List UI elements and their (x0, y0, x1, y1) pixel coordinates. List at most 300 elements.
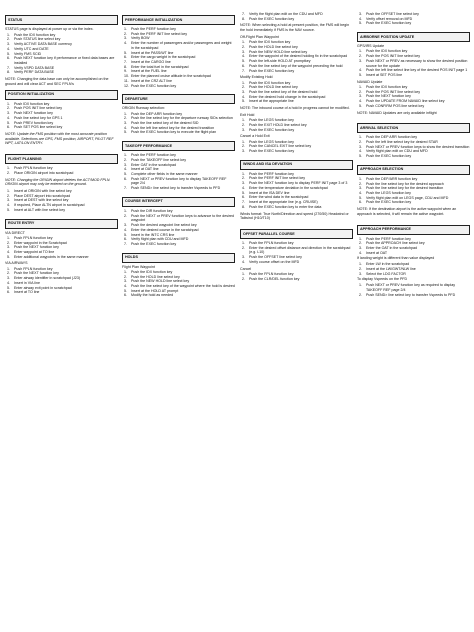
step-number: 7. (242, 12, 245, 16)
landing-weight-steps (357, 262, 470, 276)
step-text: Enter the desired offset distance and direction in the scratchpad (e.g. L10) (249, 245, 351, 255)
step-number: 2. (359, 181, 362, 186)
status-intro: STATUS page is displayed at power up or via the index. (5, 26, 94, 31)
step-number: 2. (359, 241, 362, 246)
step-number: 8. (242, 204, 245, 209)
step-number: 1. (242, 240, 245, 245)
step-text: Push the NEXT or PREV function keys to advance to the desired waypoint (131, 213, 235, 223)
winds-isa-header: WINDS AND ISA DEVIATION (240, 160, 353, 170)
step-text: Push CONFIRM POS line select key (366, 103, 425, 108)
step-number: 2. (359, 292, 362, 297)
step-text: Push the PERF function key (131, 26, 176, 31)
flight-planning-header: FLIGHT PLANNING (5, 154, 118, 164)
step-text: Push FPLN function key (14, 166, 53, 171)
step-number: 6. (124, 176, 127, 181)
step-number: 1. (124, 269, 127, 274)
step-text: Push the EXEC function key to execute the flight plan (131, 130, 217, 135)
step-number: 2. (124, 213, 127, 218)
list-item (357, 293, 470, 298)
column-3 (240, 12, 353, 281)
step-number: 1. (7, 266, 10, 271)
step-number: 4. (242, 185, 245, 190)
step-text: Push line select key for GPS 1 (14, 115, 63, 120)
flight-planning-steps-a (5, 166, 118, 175)
list-item (240, 205, 353, 210)
list-item (357, 59, 470, 68)
step-text: Push the EXEC function key (249, 149, 295, 154)
step-text: Push the left line select line key of the desired POS INIT page 1 (366, 68, 468, 73)
step-text: Enter the wind data in the scratchpad (249, 195, 309, 200)
step-number: 5. (124, 288, 127, 293)
step-number: 3. (359, 144, 362, 149)
list-item (5, 56, 118, 65)
status-header: STATUS (5, 15, 118, 25)
list-item (357, 272, 470, 277)
step-number: 2. (7, 240, 10, 245)
step-number: 6. (7, 56, 10, 61)
step-number: 2. (242, 245, 245, 250)
step-text: Insert at the HOLD AT prompt (131, 288, 179, 293)
holds-note: NOTE: When selecting a hold at present position, the FMS will begin the hold immediately if FMS is the NAV source. (240, 23, 350, 33)
list-item (122, 130, 235, 135)
step-text: Insert at the CRZ ALT line (131, 78, 173, 83)
step-number: 3. (124, 121, 127, 125)
step-text: Enter the cargo weight in the scratchpad (131, 55, 196, 60)
step-number: 3. (359, 58, 362, 63)
step-text: Push the FPLN function key (249, 240, 294, 245)
step-text: Push the PERF function key (249, 171, 294, 176)
step-number: 1. (7, 32, 10, 37)
step-number: 1. (7, 101, 10, 106)
step-number: 1. (359, 135, 362, 140)
step-number: 4. (7, 280, 10, 285)
position-init-note: NOTE: Update the FMS position with the most accurate position available. Selections are GPS, FMS position, AIRPORT, PILOT REF WPT, LAT/LON ENTRY. (5, 131, 114, 146)
list-item (5, 125, 118, 130)
step-text: Push the LEGS function key (249, 118, 294, 123)
step-text: Insert at OAT line (131, 167, 159, 172)
step-text: Verify course offset on the MFD (249, 259, 300, 264)
step-text: Push the EXEC function key (366, 21, 412, 26)
step-number: 7. (242, 200, 245, 205)
step-text: Insert at SET POS line (366, 72, 403, 77)
step-text: Insert at the FUEL line (131, 69, 167, 74)
step-number: 7. (124, 241, 127, 246)
approach-performance-header: APPROACH PERFORMANCE (357, 225, 470, 235)
list-item (357, 154, 470, 159)
step-text: Push the UPDATE FROM NAVAID line select key (366, 99, 445, 104)
step-number: 5. (242, 99, 245, 104)
step-number: 4. (359, 16, 362, 21)
step-text: Push the left line select key for desired STAR (366, 139, 438, 144)
step-text: Push the IDX function key (249, 80, 291, 85)
winds-isa-steps (240, 172, 353, 210)
step-number: 4. (7, 249, 10, 254)
step-text: Push the line select key for the desired approach (366, 181, 444, 186)
step-number: 3. (7, 111, 10, 116)
step-text: Push the EXEC function key to enter the data (249, 204, 322, 209)
step-text: Push the CANCEL EXIT line select key (249, 144, 312, 149)
status-steps (5, 33, 118, 76)
modify-hold-note: NOTE: The inbound course of a hold in progress cannot be modified. (240, 106, 350, 111)
step-number: 1. (359, 176, 362, 181)
step-text: Enter the planned cruise altitude in the scratchpad (131, 74, 211, 79)
step-text: If required, Place ALTN airport in scratchpad (14, 203, 85, 208)
gps-irs-update-steps (357, 49, 470, 77)
step-number: 3. (242, 49, 245, 54)
step-number: 3. (7, 198, 10, 203)
off-flight-plan-steps (240, 40, 353, 73)
step-text: Place ORIGIN airport into scratchpad (14, 170, 74, 175)
step-number: 1. (359, 84, 362, 89)
step-number: 3. (7, 245, 10, 250)
step-number: 4. (242, 94, 245, 99)
step-text: Insert at the appropriate line (249, 99, 294, 104)
holds-steps (122, 270, 235, 298)
offset-cancel-label: Cancel (240, 266, 252, 271)
navaid-update-steps (357, 85, 470, 109)
step-number: 1. (7, 166, 10, 171)
step-number: 1. (124, 26, 127, 31)
step-text: Select the LDG FACTOR (366, 271, 406, 276)
step-number: 1. (124, 153, 127, 158)
list-item (122, 186, 235, 191)
list-item (240, 246, 353, 255)
list-item (240, 149, 353, 154)
step-number: 2. (242, 85, 245, 90)
step-number: 3. (242, 181, 245, 186)
step-text: Verify VSPD DATA BASE (14, 65, 55, 70)
step-number: 5. (7, 285, 10, 290)
step-number: 2. (242, 176, 245, 181)
step-text: Push the line select key for the departure runway SIDs selection (131, 116, 233, 121)
step-number: 5. (359, 21, 362, 26)
step-number: 12. (124, 83, 129, 88)
step-text: Enter additional waypoints in the same manner (14, 254, 89, 259)
step-number: 3. (359, 246, 362, 250)
step-text: Push the CLR/DEL function key (249, 276, 300, 281)
step-text: Insert at the ISA DEV line (249, 190, 290, 195)
step-number: 3. (359, 94, 362, 99)
step-text: Verify ACTIVE DATA BASE currency (14, 42, 72, 47)
step-text: Insert at DEST with line select key (14, 198, 69, 203)
step-text: Push the IDX function key (366, 84, 408, 89)
holds-continued-steps (240, 12, 353, 21)
approach-selection-note: NOTE: If the destination airport is the active waypoint when an approach is selected, it will remain the active waypoint. (357, 207, 457, 216)
via-direct-label: VIA DIRECT (5, 230, 25, 235)
step-text: Push the EXEC function key (131, 241, 177, 246)
column-4 (357, 12, 470, 297)
navaid-update-label: NAVAID Update (357, 79, 383, 84)
step-text: Insert at ORIGIN with line select key (14, 188, 72, 193)
off-flight-plan-label: Off-Flight Plan Waypoint (240, 34, 279, 39)
list-item (122, 177, 235, 186)
winds-format-note: Winds format: True North/Direction and speed (270/50) Headwind or Tailwind (H10/T10) (240, 211, 349, 221)
step-number: 6. (124, 293, 127, 298)
list-item (240, 277, 353, 282)
step-text: Push the EXEC function key (249, 16, 295, 21)
step-number: 5. (359, 72, 362, 77)
step-number: 3. (359, 12, 362, 16)
list-item (357, 104, 470, 109)
step-number: 1. (242, 80, 245, 85)
list-item (240, 260, 353, 265)
step-text: Verify FMS SCID (14, 51, 42, 56)
step-text: Verify PERF DATA BASE (14, 70, 55, 75)
step-number: 2. (359, 89, 362, 94)
step-number: 4. (242, 259, 245, 264)
step-number: 3. (242, 127, 245, 132)
step-text: Push IDX function key (14, 101, 50, 106)
step-text: Push the DEP ARR function key (366, 135, 418, 140)
step-text: Insert at TO line (14, 290, 40, 295)
step-text: Push NEXT or PREV function key to display TAKEOFF REF page 2/4 (131, 176, 227, 186)
step-number: 2. (7, 271, 10, 276)
approach-performance-steps (357, 237, 470, 256)
modify-hold-label: Modify Existing Hold (240, 75, 273, 80)
list-item (5, 70, 118, 75)
step-text: Push the IDX function key (366, 49, 408, 54)
step-number: 2. (359, 139, 362, 144)
step-number: 5. (124, 130, 127, 135)
step-number: 8. (124, 64, 127, 69)
step-text: Push the HOLD line select key (131, 274, 180, 279)
step-number: 1. (359, 262, 362, 267)
step-text: Enter the total fuel in the scratchpad (131, 64, 189, 69)
step-text: Place DEST airport into scratchpad (14, 193, 71, 198)
step-text: Modify the hold as needed (131, 293, 174, 298)
step-text: Push NEXT or PREV function key as required to display TAKEOFF REF page 2/4 (366, 283, 456, 292)
step-text: Push the NEXT function key (366, 94, 411, 99)
gps-irs-update-label: GPS/IRS Update (357, 44, 385, 49)
step-text: Push STATUS line select key (14, 37, 61, 42)
step-number: 7. (7, 65, 10, 70)
step-text: Insert at the PASS/WT line (131, 50, 174, 55)
step-text: Push NEXT function key if performance or fixed data bases are installed (14, 56, 115, 66)
via-direct-steps (5, 236, 118, 260)
exit-hold-steps (240, 118, 353, 132)
step-number: 3. (124, 36, 127, 41)
step-number: 5. (124, 50, 127, 55)
step-number: 4. (7, 115, 10, 120)
step-number: 7. (124, 186, 127, 191)
list-item (240, 128, 353, 133)
step-text: Push the EXEC function key (131, 83, 177, 88)
step-number: 5. (7, 120, 10, 125)
list-item (357, 200, 470, 205)
step-number: 4. (124, 41, 127, 46)
step-text: Insert in the INTC CRS line (131, 232, 175, 237)
step-number: 3. (359, 186, 362, 191)
step-number: 4. (359, 250, 362, 255)
step-number: 1. (7, 188, 10, 193)
step-number: 5. (124, 172, 127, 177)
step-number: 2. (124, 116, 127, 121)
step-text: Enter waypoint at TO line (14, 249, 55, 254)
step-text: Push the HOLD line select key (249, 85, 298, 90)
step-number: 2. (124, 31, 127, 36)
origin-runway-label: ORIGIN Runway selection: (122, 106, 165, 111)
step-number: 2. (124, 274, 127, 279)
step-number: 2. (242, 122, 245, 127)
offset-parallel-steps (240, 241, 353, 265)
step-text: Push the TAKEOFF line select key (131, 157, 186, 162)
step-text: Push the OFFSET line select key (249, 255, 302, 260)
list-item (5, 255, 118, 260)
step-number: 4. (7, 46, 10, 51)
list-item (240, 69, 353, 74)
step-number: 9. (124, 69, 127, 74)
list-item (122, 242, 235, 247)
step-text: Push POS INIT line select key (14, 106, 63, 111)
step-text: Push FPLN function key (14, 235, 53, 240)
step-number: 1. (359, 49, 362, 54)
step-text: Verify offset removal on MFD (366, 16, 413, 21)
step-text: Enter the desired hold change in the scratchpad (249, 94, 326, 99)
list-item (5, 208, 118, 213)
position-init-header: POSITION INITIALIZATION (5, 90, 118, 100)
step-text: Push the NEW HOLD line select key (131, 279, 190, 284)
step-text: Push the IDX function key (131, 269, 173, 274)
step-number: 3. (7, 42, 10, 47)
step-text: Push the desired waypoint line select key (131, 223, 197, 228)
column-1 (5, 12, 118, 295)
step-text: Push the IDX function key (14, 32, 56, 37)
step-text: Push the LEGS function key (366, 190, 411, 195)
step-text: Push the PERF function key (366, 236, 411, 241)
step-number: 2. (7, 37, 10, 42)
step-number: 1. (242, 171, 245, 176)
position-init-steps (5, 102, 118, 130)
exit-hold-label: Exit Hold (240, 112, 255, 117)
step-text: Verify flight plan edit on CDU and MFD (366, 149, 428, 154)
offset-parallel-header: OFFSET PARALLEL COURSE (240, 229, 353, 239)
step-number: 2. (7, 193, 10, 198)
list-item (122, 84, 235, 89)
step-text: Push the left-side HOLD AT promptkey (249, 59, 311, 64)
step-text: Push PREV function key (14, 120, 54, 125)
step-text: Enter airway exit point in scratchpad (14, 285, 72, 290)
step-number: 1. (124, 111, 127, 116)
step-number: 2. (7, 170, 10, 175)
airborne-update-header: AIRBORNE POSITION UPDATE (357, 32, 470, 42)
step-text: Push the PERF INIT line select key (249, 176, 306, 181)
arrival-selection-header: ARRIVAL SELECTION (357, 123, 470, 133)
step-text: Enter the waypoint of the desired holding fix in the scratchpad (249, 54, 348, 59)
step-number: 3. (124, 162, 127, 167)
step-number: 6. (124, 237, 127, 242)
step-text: Push SET POS line select key (14, 125, 63, 130)
step-text: Push the line select key of the waypoint preceding the hold (249, 63, 343, 68)
flight-planning-note: NOTE: Changing the ORIGIN airport deletes the ACT/MOD FPLN. ORIGIN airport may only be entered on the ground. (5, 177, 111, 187)
step-number: 4. (7, 203, 10, 208)
step-text: Push NEXT or PREV function keys to show the desired transition (366, 144, 470, 149)
cancel-hold-exit-steps (240, 140, 353, 154)
approach-selection-steps (357, 177, 470, 205)
step-number: 2. (242, 44, 245, 49)
step-text: Verify flight plan with CDU and MFD (131, 237, 189, 242)
via-airways-steps (5, 267, 118, 295)
column-2 (122, 12, 235, 298)
list-item (122, 41, 235, 50)
step-number: 5. (7, 51, 10, 56)
step-text: Push the NEW HOLD line select key (249, 49, 308, 54)
step-number: 5. (242, 190, 245, 195)
step-text: Push the line select key of the desired SID (131, 121, 199, 125)
step-text: Push the IDX function key (249, 40, 291, 45)
step-number: 1. (242, 118, 245, 123)
step-number: 1. (359, 283, 362, 288)
step-number: 4. (359, 149, 362, 154)
step-text: Push the EXEC function key (366, 154, 412, 159)
step-text: Push SEND> line select key to transfer Vspeeds to PFD (131, 186, 221, 191)
step-number: 3. (359, 271, 362, 276)
step-text: Push the NEXT function key to display PERF INIT page 3 of 3 (249, 181, 348, 186)
course-intercept-steps (122, 209, 235, 247)
step-number: 1. (7, 235, 10, 240)
step-text: Insert at the LW/GWT/NLW line (366, 266, 416, 271)
takeoff-performance-header: TAKEOFF PERFORMANCE (122, 141, 235, 151)
step-number: 4. (242, 54, 245, 59)
step-number: 6. (7, 125, 10, 130)
step-number: 5. (7, 254, 10, 259)
step-text: Insert at ALT with line select key (14, 207, 66, 212)
step-text: Push the POS INIT line select key (366, 89, 421, 94)
step-number: 4. (359, 68, 362, 73)
step-number: 4. (124, 125, 127, 130)
step-text: Push SEND> line select key to transfer Vspeeds to PFD (366, 292, 456, 297)
step-number: 7. (242, 68, 245, 73)
display-vspeeds-steps (357, 283, 470, 297)
step-text: Push the HOLD line select key (249, 44, 298, 49)
step-number: 2. (359, 266, 362, 271)
step-text: Enter the OAT in the scratchpad (366, 246, 418, 250)
navaid-note: NOTE: NAVAID Updates are only available inflight (357, 110, 437, 115)
step-text: Push the DEP ARR function key (131, 111, 183, 116)
approach-selection-header: APPROACH SELECTION (357, 165, 470, 175)
takeoff-performance-steps (122, 153, 235, 191)
step-text: Enter the desired course in the scratchpad (131, 227, 199, 232)
step-number: 1. (242, 271, 245, 276)
step-number: 11. (124, 78, 129, 83)
step-number: 4. (359, 99, 362, 104)
step-text: Verify flight plan edit on LEGS page, CDU and MFD (366, 195, 449, 200)
step-text: Enter LW in the scratchpad (366, 262, 410, 267)
step-text: Push the DIR function key (131, 208, 173, 213)
step-number: 2. (359, 54, 362, 59)
list-item (5, 290, 118, 295)
performance-init-steps (122, 27, 235, 89)
step-number: 8. (7, 70, 10, 75)
step-text: Push the EXEC function key (366, 200, 412, 205)
landing-weight-label: If landing weight is different than value displayed (357, 256, 435, 261)
course-intercept-header: COURSE INTERCEPT (122, 197, 235, 207)
step-text: Push the DEP/ARR function key (366, 176, 418, 181)
list-item (357, 73, 470, 78)
step-text: Push the OFFSET line select key (366, 12, 419, 16)
step-number: 6. (359, 200, 362, 205)
modify-hold-steps (240, 81, 353, 105)
status-note: NOTE: Changing the data base can only be accomplished on the ground and will clear ACT and SEC FPLN’s (5, 77, 109, 86)
step-number: 1. (359, 236, 362, 241)
step-text: Push the EXIT HOLD line select key (249, 122, 307, 127)
step-number: 6. (7, 290, 10, 295)
step-text: Push the NEXT function key (14, 245, 59, 250)
step-number: 2. (242, 276, 245, 281)
list-item (122, 293, 235, 298)
step-text: Complete other fields in the same manner (131, 172, 198, 177)
step-text: Push the POS INIT line select key (366, 54, 421, 59)
step-text: Insert at the CARGO line (131, 60, 171, 65)
